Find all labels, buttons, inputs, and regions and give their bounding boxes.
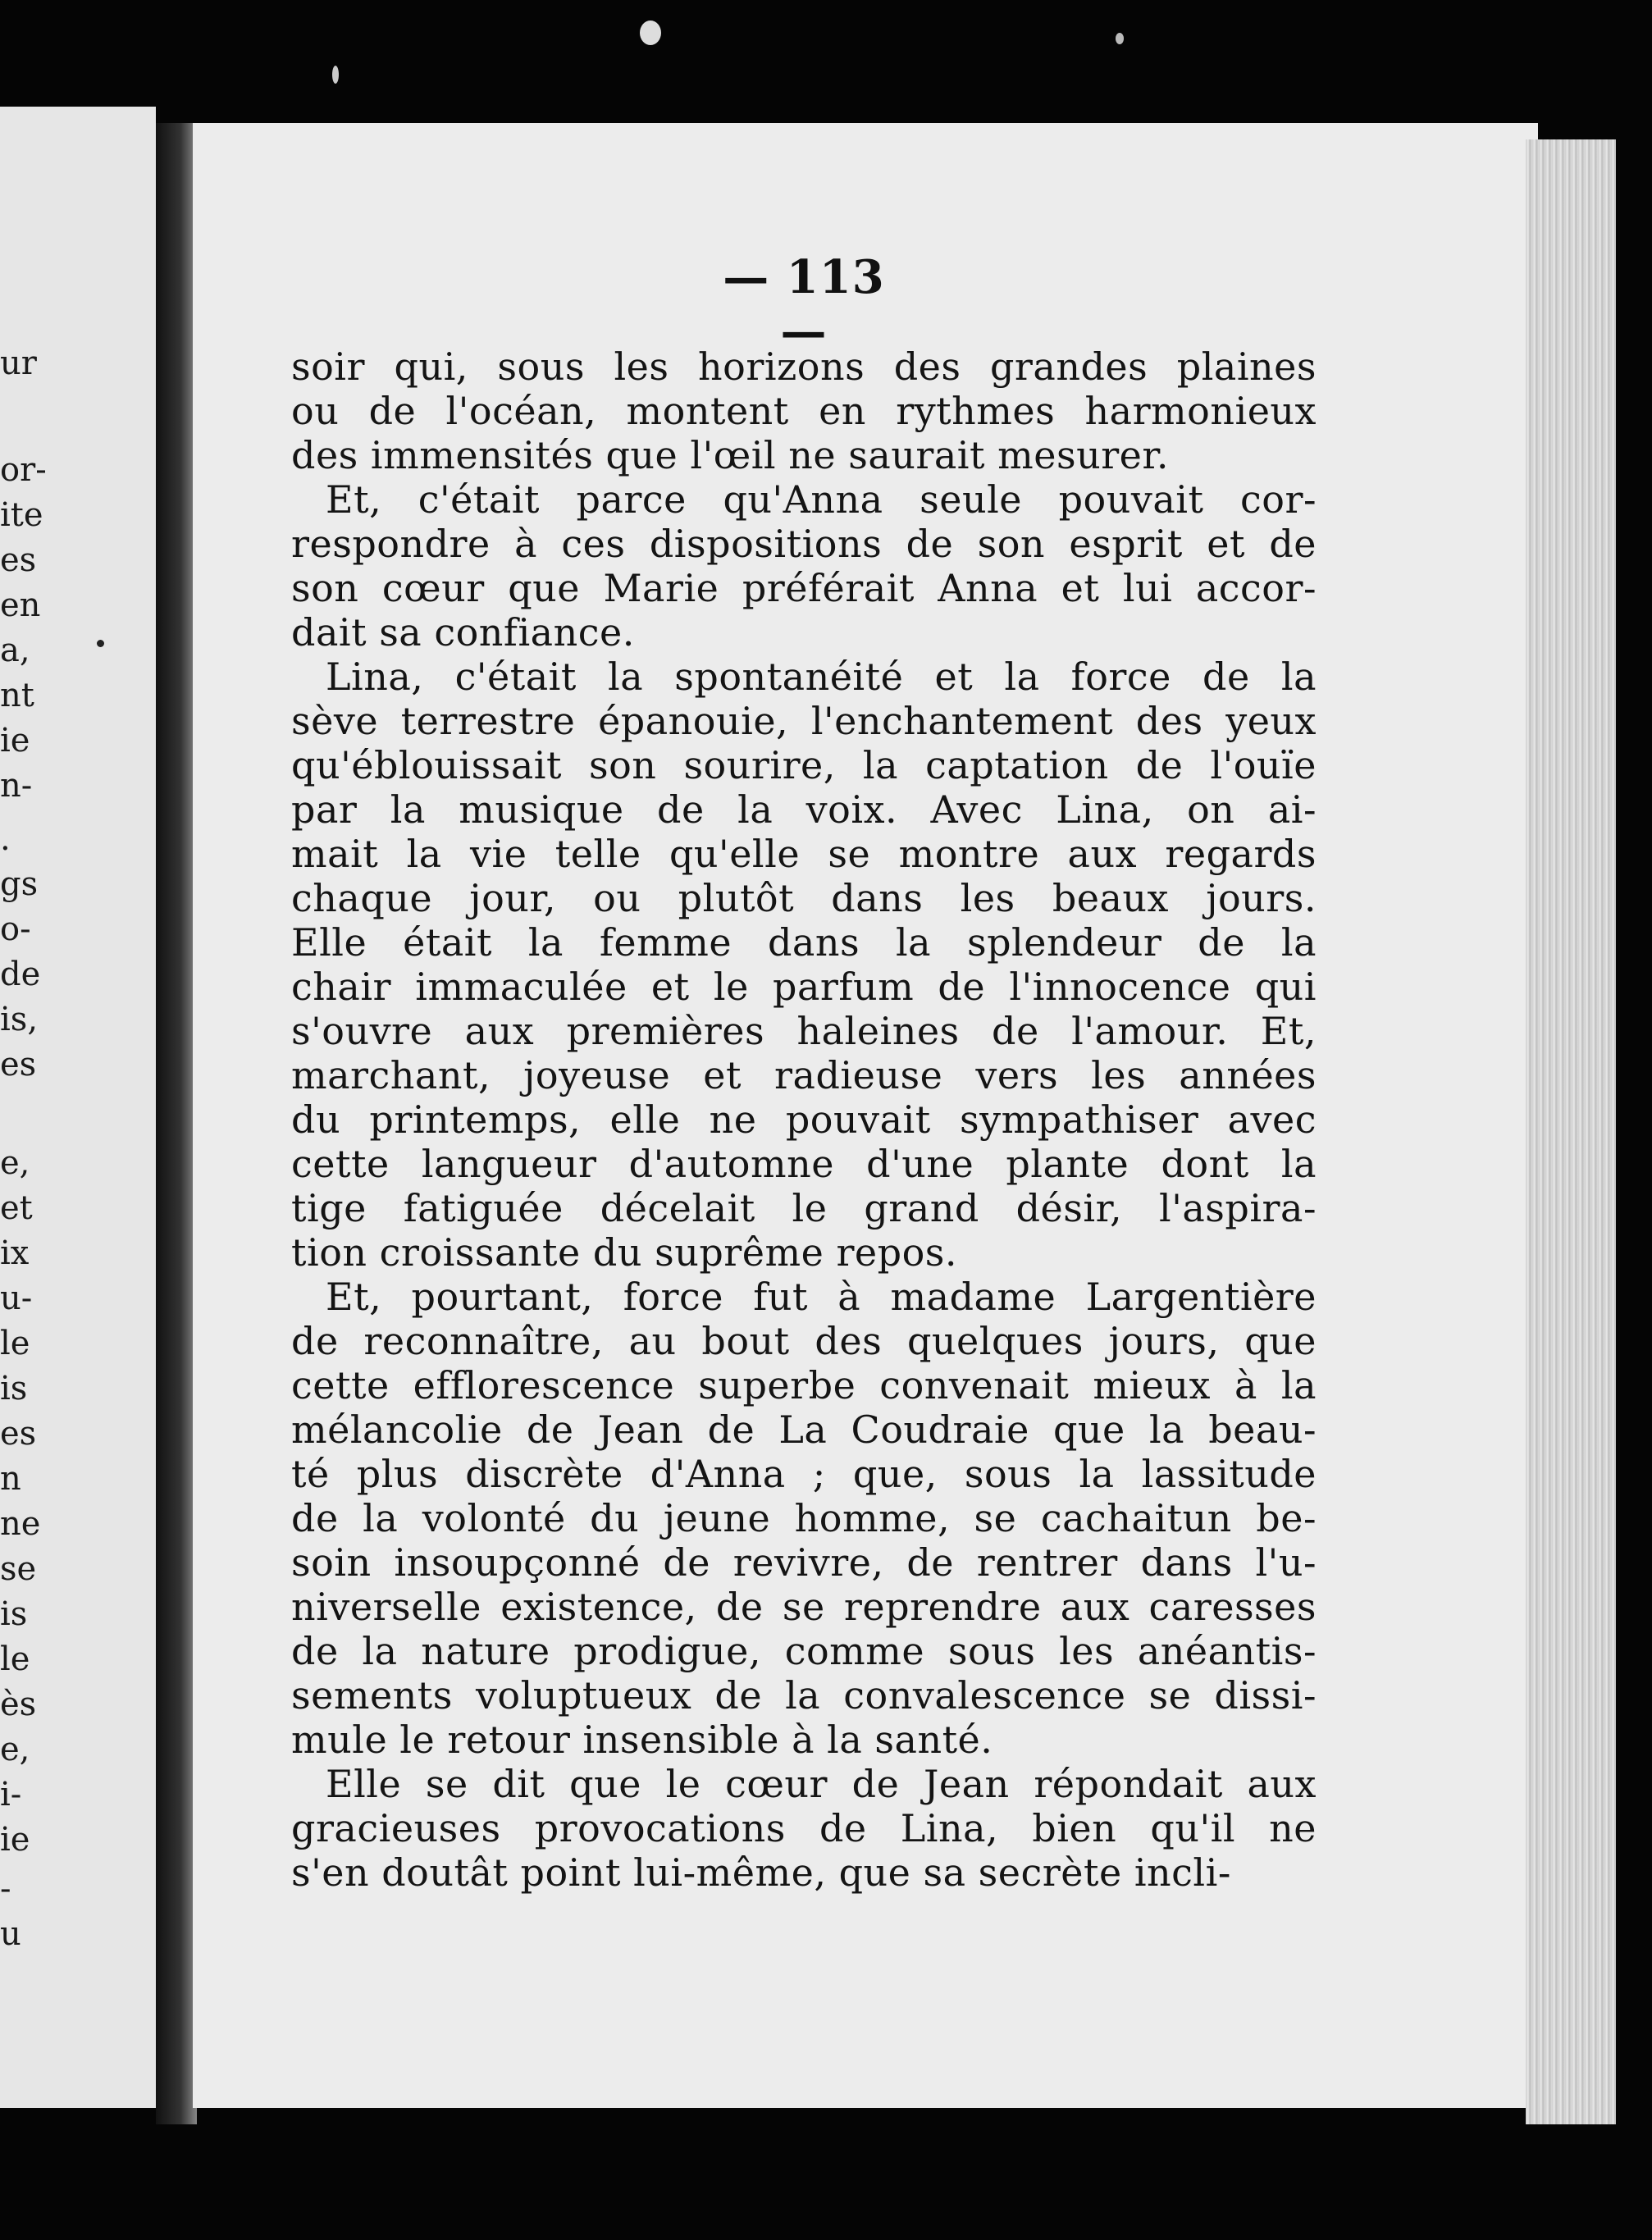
text-line: sève terrestre épanouie, l'enchantement des yeux [291, 699, 1317, 743]
page-number: — 113 — [723, 250, 885, 358]
text-line: Et, pourtant, force fut à madame Largentière [326, 1275, 1317, 1319]
left-page-fragment: ie [0, 722, 30, 760]
text-line: ou de l'océan, montent en rythmes harmonieux [291, 389, 1317, 433]
left-page-fragment: ur [0, 344, 37, 382]
text-line: par la musique de la voix. Avec Lina, on ai- [291, 787, 1317, 832]
text-line: gracieuses provocations de Lina, bien qu'il ne [291, 1806, 1317, 1850]
text-line: té plus discrète d'Anna ; que, sous la lassitude [291, 1452, 1317, 1496]
text-line: tige fatiguée décelait le grand désir, l'aspira- [291, 1186, 1317, 1230]
left-page-fragment: u [0, 1915, 21, 1953]
text-line: cette langueur d'automne d'une plante dont la [291, 1142, 1317, 1186]
left-page-fragment: es [0, 1415, 37, 1453]
text-line: mule le retour insensible à la santé. [291, 1718, 993, 1762]
text-line: sements voluptueux de la convalescence se dissi- [291, 1673, 1317, 1718]
text-line: des immensités que l'œil ne saurait mesurer. [291, 433, 1169, 477]
text-line: soir qui, sous les horizons des grandes plaines [291, 344, 1317, 389]
left-page-fragment: en [0, 586, 41, 624]
left-page-fragment: u- [0, 1280, 33, 1317]
scan-speck [1116, 33, 1124, 44]
text-line: son cœur que Marie préférait Anna et lui accor- [291, 566, 1317, 610]
text-line: Elle était la femme dans la splendeur de la [291, 920, 1317, 965]
text-line: cette efflorescence superbe convenait mieux à la [291, 1363, 1317, 1407]
text-line: marchant, joyeuse et radieuse vers les années [291, 1053, 1317, 1097]
left-page-fragment: n- [0, 767, 33, 805]
text-line: mélancolie de Jean de La Coudraie que la beau- [291, 1407, 1317, 1452]
scan-speck [97, 640, 104, 647]
left-page-fragment: is [0, 1595, 28, 1633]
left-page-fragment: se [0, 1550, 37, 1588]
left-page-fragment: ix [0, 1234, 30, 1272]
left-page-fragment: e, [0, 1731, 30, 1768]
left-page-fragment: n [0, 1460, 21, 1498]
left-page-fragment: le [0, 1325, 30, 1362]
left-page-fragment: ite [0, 496, 43, 534]
left-page-fragment: is, [0, 1001, 39, 1038]
text-line: de la volonté du jeune homme, se cachaitun be- [291, 1496, 1317, 1540]
text-line: respondre à ces dispositions de son esprit et de [291, 522, 1317, 566]
text-line: qu'éblouissait son sourire, la captation de l'ouïe [291, 743, 1317, 787]
scan-speck [332, 66, 339, 84]
text-line: s'ouvre aux premières haleines de l'amour. Et, [291, 1009, 1317, 1053]
left-page-fragment: ès [0, 1686, 37, 1723]
left-page-fragment: is [0, 1370, 28, 1407]
text-line: Lina, c'était la spontanéité et la force de la [326, 655, 1317, 699]
left-page-fragment: es [0, 541, 37, 579]
text-line: mait la vie telle qu'elle se montre aux regards [291, 832, 1317, 876]
left-page-fragment: . [0, 820, 11, 858]
text-line: de la nature prodigue, comme sous les anéantis- [291, 1629, 1317, 1673]
left-page-fragment: i- [0, 1776, 22, 1813]
left-facing-page [0, 107, 156, 2108]
left-page-fragment: de [0, 956, 41, 993]
text-line: Elle se dit que le cœur de Jean répondait aux [326, 1762, 1317, 1806]
left-page-fragment: ne [0, 1505, 41, 1543]
text-line: du printemps, elle ne pouvait sympathiser avec [291, 1097, 1317, 1142]
text-line: niverselle existence, de se reprendre aux caresses [291, 1585, 1317, 1629]
text-line: chaque jour, ou plutôt dans les beaux jours. [291, 876, 1317, 920]
body-text [291, 344, 1317, 1895]
text-line: s'en doutât point lui-même, que sa secrète incli- [291, 1850, 1231, 1895]
text-line: chair immaculée et le parfum de l'innocence qui [291, 965, 1317, 1009]
page-edges [1526, 139, 1616, 2124]
left-page-fragment: nt [0, 677, 34, 714]
text-line: tion croissante du suprême repos. [291, 1230, 958, 1275]
left-page-fragment: e, [0, 1144, 30, 1182]
left-page-fragment: - [0, 1870, 11, 1908]
scan-speck [640, 21, 661, 45]
left-page-fragment: et [0, 1189, 33, 1227]
left-page-fragment: gs [0, 865, 39, 903]
text-line: Et, c'était parce qu'Anna seule pouvait cor- [326, 477, 1317, 522]
left-page-fragment: or- [0, 451, 47, 489]
text-line: dait sa confiance. [291, 610, 635, 655]
left-page-fragment: es [0, 1046, 37, 1084]
left-page-fragment: o- [0, 910, 31, 948]
left-page-fragment: le [0, 1640, 30, 1678]
left-page-fragment: ie [0, 1821, 30, 1859]
text-line: soin insoupçonné de revivre, de rentrer dans l'u- [291, 1540, 1317, 1585]
book-gutter [156, 123, 197, 2124]
left-page-fragment: a, [0, 632, 30, 669]
text-line: de reconnaître, au bout des quelques jours, que [291, 1319, 1317, 1363]
